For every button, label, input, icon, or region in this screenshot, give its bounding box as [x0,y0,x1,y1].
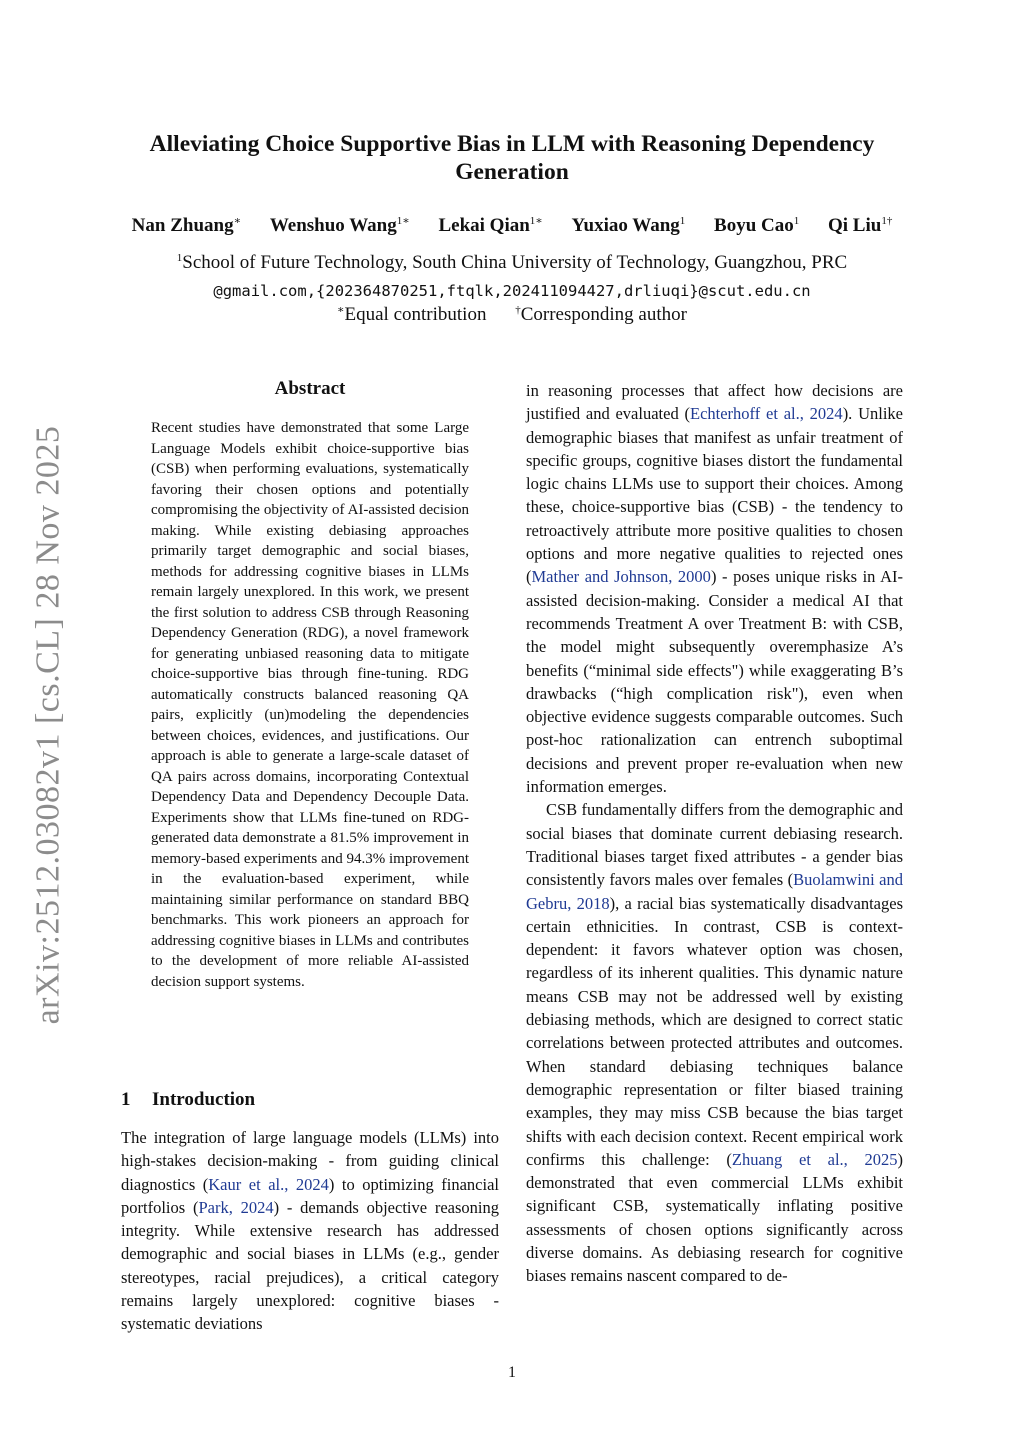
page-number: 1 [508,1364,516,1381]
equal-contribution-note [337,304,486,325]
author-name: Qi Liu [828,215,882,236]
corresponding-mark: † [515,304,521,316]
author-mark: 1 [793,215,800,227]
equal-text: Equal contribution [344,304,487,325]
author [572,215,686,236]
author-name: Boyu Cao [714,215,794,236]
author-name: Nan Zhuang [131,215,234,236]
arxiv-id: arXiv:2512.03082v1 [cs.CL] 28 Nov 2025 [29,425,67,1025]
text-run: ). Unlike demographic biases that manifest as unfair treatment of specific groups, cognitive biases distort the fundamental logic chains LLMs use to support their choices. Among these, choice-supportive bias (CSB) - the tendency to retroactively attribute more positive qualities to chosen options and more negative qualities to rejected ones ( [526,404,904,587]
citation-link[interactable]: Park, 2024 [198,1197,274,1217]
citation-link[interactable]: Kaur et al., 2024 [208,1174,329,1194]
citation-link[interactable]: Zhuang et al., 2025 [731,1149,898,1169]
author-name: Yuxiao Wang [571,215,680,236]
author-list [100,215,924,237]
section-heading-introduction [121,1089,501,1111]
affiliation-text: School of Future Technology, South China University of Technology, Guangzhou, PRC [182,252,848,273]
author-notes [100,304,924,326]
author [270,215,410,236]
text-run: in reasoning processes that affect how decisions are justified and evaluated ( [526,381,903,424]
affiliation [100,252,924,274]
intro-paragraph [121,1126,499,1336]
citation-link[interactable]: Buolamwini and Gebru, 2018 [526,870,904,913]
author-emails: @gmail.com,{202364870251,ftqlk,202411094427,drliuqi}@scut.edu.cn [213,282,811,300]
body-paragraph [526,798,903,1287]
text-run: ) - demands objective reasoning integrity. While extensive research has addressed demographic and social biases in LLMs (e.g., gender stereotypes, racial prejudices), a critical category remains largely unexplored: cognitive biases - systematic deviations [121,1197,499,1334]
author [828,215,892,236]
arxiv-sidebar-stamp [22,420,74,1030]
text-run: ) demonstrated that even commercial LLMs exhibit significant CSB, systematically inflating positive assessments of chosen options significantly across diverse domains. As debiasing research for cognitive biases remains nascent compared to de- [526,1149,903,1286]
section-number: 1 [121,1089,131,1110]
author-name: Lekai Qian [438,215,530,236]
right-column [526,379,903,1288]
citation-link[interactable]: Echterhoff et al., 2024 [689,404,843,424]
equal-mark: ∗ [337,304,345,316]
affiliation-mark: 1 [176,252,183,264]
author [132,215,241,236]
author-name: Wenshuo Wang [269,215,397,236]
citation-link[interactable]: Mather and Johnson, 2000 [531,567,711,587]
abstract-body: Recent studies have demonstrated that some Large Language Models exhibit choice-supportive bias (CSB) when performing evaluations, systematically favoring their chosen options and potentially compromising the objectivity of AI-assisted decision making. While existing debiasing approaches primarily target demographic and social biases, methods for addressing cognitive biases in LLMs remain largely unexplored. In this work, we present the first solution to address CSB through Reasoning Dependency Generation (RDG), a novel framework for generating unbiased reasoning data to mitigate choice-supportive bias through fine-tuning. RDG automatically constructs balanced reasoning QA pairs, explicitly (un)modeling the dependencies between choices, evidences, and justifications. Our approach is able to generate a large-scale dataset of QA pairs across domains, incorporating Contextual Dependency Data and Dependency Decouple Data. Experiments show that LLMs fine-tuned on RDG-generated data demonstrate a 81.5% improvement in memory-based experiments and 94.3% improvement in the evaluation-based experiment, while maintaining similar performance on standard BBQ benchmarks. This work pioneers an approach for addressing cognitive biases in LLMs and contributes to the development of more reliable AI-assisted decision support systems. [151,420,469,990]
text-run: ), a racial bias systematically disadvantages certain ethnicities. In contrast, CSB is context-dependent: it favors whatever option was chosen, regardless of its inherent qualities. This dynamic nature means CSB may not be addressed well by existing debiasing methods, which are designed to correct static correlations between protected attributes and outcomes. When standard debiasing techniques balance demographic representation or filter biased training examples, they may miss CSB because the bias target shifts with each decision context. Recent empirical work confirms this challenge: ( [526,893,904,1169]
text-run: ) - poses unique risks in AI-assisted decision-making. Consider a medical AI that recommends Treatment A over Treatment B: with CSB, the model might subsequently overemphasize A’s benefits (“minimal side effects") while exaggerating B’s drawbacks (“high complication risk"), even when objective evidence suggests comparable outcomes. Such post-hoc rationalization can entrench suboptimal decisions and prevent proper re-evaluation when new information emerges. [526,567,903,797]
paper-title: Alleviating Choice Supportive Bias in LLM with Reasoning Dependency Generation [149,131,875,185]
body-paragraph [526,379,903,798]
author-mark: ∗ [233,215,242,227]
text-run: ) to optimizing financial portfolios ( [121,1174,499,1217]
text-run: The integration of large language models (LLMs) into high-stakes decision-making - from guiding clinical diagnostics ( [121,1128,499,1194]
author-mark: 1 [679,215,686,227]
author-mark: 1† [881,215,893,227]
section-title: Introduction [152,1089,256,1110]
abstract-heading: Abstract [274,378,346,399]
author [714,215,799,236]
text-run: CSB fundamentally differs from the demographic and social biases that dominate current debiasing research. Traditional biases target fixed attributes - a gender bias consistently favors males over females ( [526,800,903,890]
author [438,215,542,236]
author-mark: 1∗ [396,215,410,227]
corresponding-text: Corresponding author [520,304,687,325]
corresponding-author-note [515,304,687,325]
author-mark: 1∗ [529,215,543,227]
